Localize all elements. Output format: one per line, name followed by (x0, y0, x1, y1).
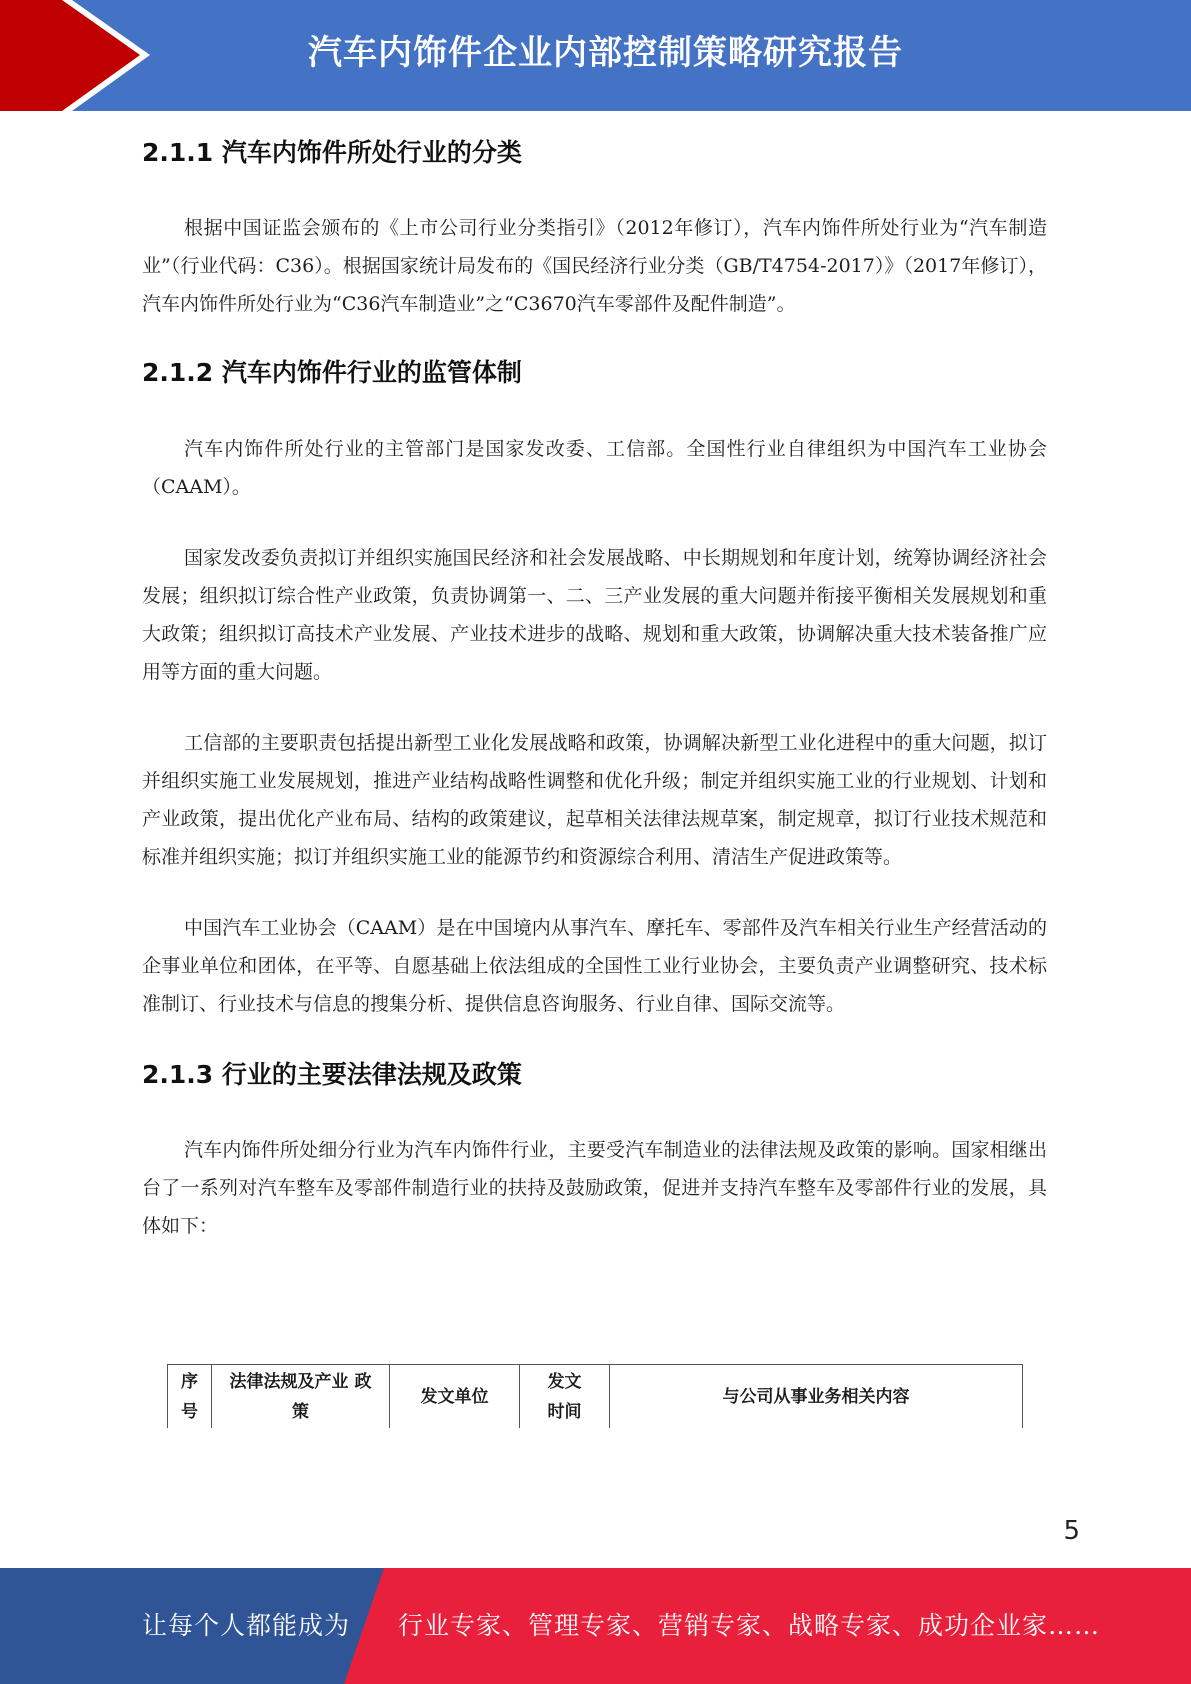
header-date-line1: 发文 (547, 1371, 582, 1392)
law-policy-table (167, 1364, 1023, 1428)
table-header-law (212, 1365, 390, 1429)
page-content (142, 111, 1047, 1245)
header-date-line2: 时间 (547, 1401, 582, 1422)
header-law-line1: 法律法规及产业 政 (229, 1371, 372, 1392)
header-law-line2: 策 (292, 1401, 309, 1422)
paragraph: 根据中国证监会颁布的《上市公司行业分类指引》（2012年修订），汽车内饰件所处行业为“汽车制造业”（行业代码：C36）。根据国家统计局发布的《国民经济行业分类（GB/T4754-2017）》（2017年修订），汽车内饰件所处行业为“C36汽车制造业”之“C3670汽车零部件及配件制造”。 (142, 217, 1047, 315)
header-no-line2: 号 (181, 1401, 198, 1422)
paragraph: 中国汽车工业协会（CAAM）是在中国境内从事汽车、摩托车、零部件及汽车相关行业生产经营活动的企事业单位和团体，在平等、自愿基础上依法组成的全国性工业行业协会，主要负责产业调整研究、技术标准制订、行业技术与信息的搜集分析、提供信息咨询服务、行业自律、国际交流等。 (142, 917, 1047, 1015)
paragraph: 国家发改委负责拟订并组织实施国民经济和社会发展战略、中长期规划和年度计划，统筹协调经济社会发展；组织拟订综合性产业政策，负责协调第一、二、三产业发展的重大问题并衔接平衡相关发展规划和重大政策；组织拟订高技术产业发展、产业技术进步的战略、规划和重大政策，协调解决重大技术装备推广应用等方面的重大问题。 (142, 547, 1047, 683)
page-footer (0, 1568, 1191, 1684)
table-header-no (168, 1365, 212, 1429)
paragraph: 工信部的主要职责包括提出新型工业化发展战略和政策，协调解决新型工业化进程中的重大问题，拟订并组织实施工业发展规划，推进产业结构战略性调整和优化升级；制定并组织实施工业的行业规划、计划和产业政策，提出优化产业布局、结构的政策建议，起草相关法律法规草案，制定规章，拟订行业技术规范和标准并组织实施；拟订并组织实施工业的能源节约和资源综合利用、清洁生产促进政策等。 (142, 732, 1047, 868)
footer-slogan-right: 行业专家、管理专家、营销专家、战略专家、成功企业家…… (398, 1611, 1101, 1640)
header-no-line1: 序 (181, 1371, 198, 1392)
table-header-content: 与公司从事业务相关内容 (610, 1365, 1023, 1429)
footer-slogan-left: 让每个人都能成为 (142, 1611, 351, 1640)
paragraph: 汽车内饰件所处细分行业为汽车内饰件行业，主要受汽车制造业的法律法规及政策的影响。国家相继出台了一系列对汽车整车及零部件制造行业的扶持及鼓励政策，促进并支持汽车整车及零部件行业的发展，具体如下： (142, 1139, 1047, 1237)
table-header-date (520, 1365, 610, 1429)
section-heading: 2.1.3 行业的主要法律法规及政策 (142, 1060, 522, 1089)
section-heading: 2.1.2 汽车内饰件行业的监管体制 (142, 358, 522, 387)
page-number: 5 (1063, 1516, 1080, 1546)
table-header-issuer: 发文单位 (390, 1365, 520, 1429)
section-heading: 2.1.1 汽车内饰件所处行业的分类 (142, 138, 522, 167)
report-title: 汽车内饰件企业内部控制策略研究报告 (308, 33, 903, 73)
page-header (0, 0, 1191, 111)
paragraph: 汽车内饰件所处行业的主管部门是国家发改委、工信部。全国性行业自律组织为中国汽车工业协会（CAAM）。 (142, 438, 1047, 498)
